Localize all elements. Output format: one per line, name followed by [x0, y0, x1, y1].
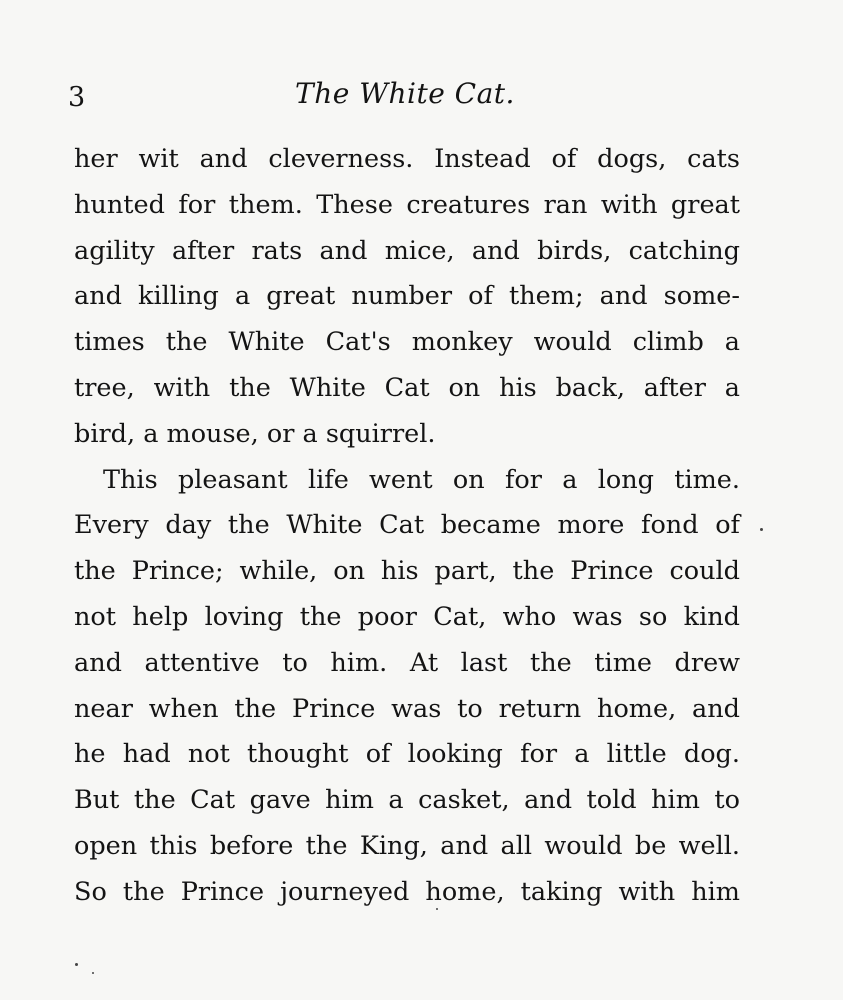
text-line: near when the Prince was to return home, and [74, 693, 740, 724]
text-line: agility after rats and mice, and birds, catching [74, 235, 740, 266]
text-line: the Prince; while, on his part, the Prince could [74, 556, 740, 587]
scan-speck [760, 528, 763, 531]
text-line: he had not thought of looking for a little dog. [74, 739, 740, 770]
text-line: But the Cat gave him a casket, and told him to [74, 785, 740, 816]
text-line: not help loving the poor Cat, who was so kind [74, 601, 740, 632]
text-line: hunted for them. These creatures ran with great [74, 189, 740, 220]
scan-speck [436, 908, 438, 910]
paragraph-1 [74, 137, 740, 458]
text-line: and attentive to him. At last the time drew [74, 647, 740, 678]
text-line: This pleasant life went on for a long time. [103, 464, 740, 495]
page-header [68, 74, 742, 118]
text-line: bird, a mouse, or a squirrel. [74, 418, 436, 449]
text-line: her wit and cleverness. Instead of dogs, cats [74, 144, 740, 174]
page-number: 3 [68, 82, 86, 113]
text-line: So the Prince journeyed home, taking with him [74, 876, 740, 907]
text-line: tree, with the White Cat on his back, after a [74, 372, 740, 403]
body-text [74, 137, 740, 916]
paragraph-2 [74, 458, 740, 916]
running-title: The White Cat. [295, 77, 515, 110]
text-line: times the White Cat's monkey would climb a [74, 327, 740, 358]
text-line: open this before the King, and all would be well. [74, 830, 740, 861]
scan-speck [92, 972, 94, 974]
text-line: and killing a great number of them; and some- [74, 281, 740, 312]
scan-speck [75, 963, 78, 966]
text-line: Every day the White Cat became more fond of [74, 510, 740, 541]
